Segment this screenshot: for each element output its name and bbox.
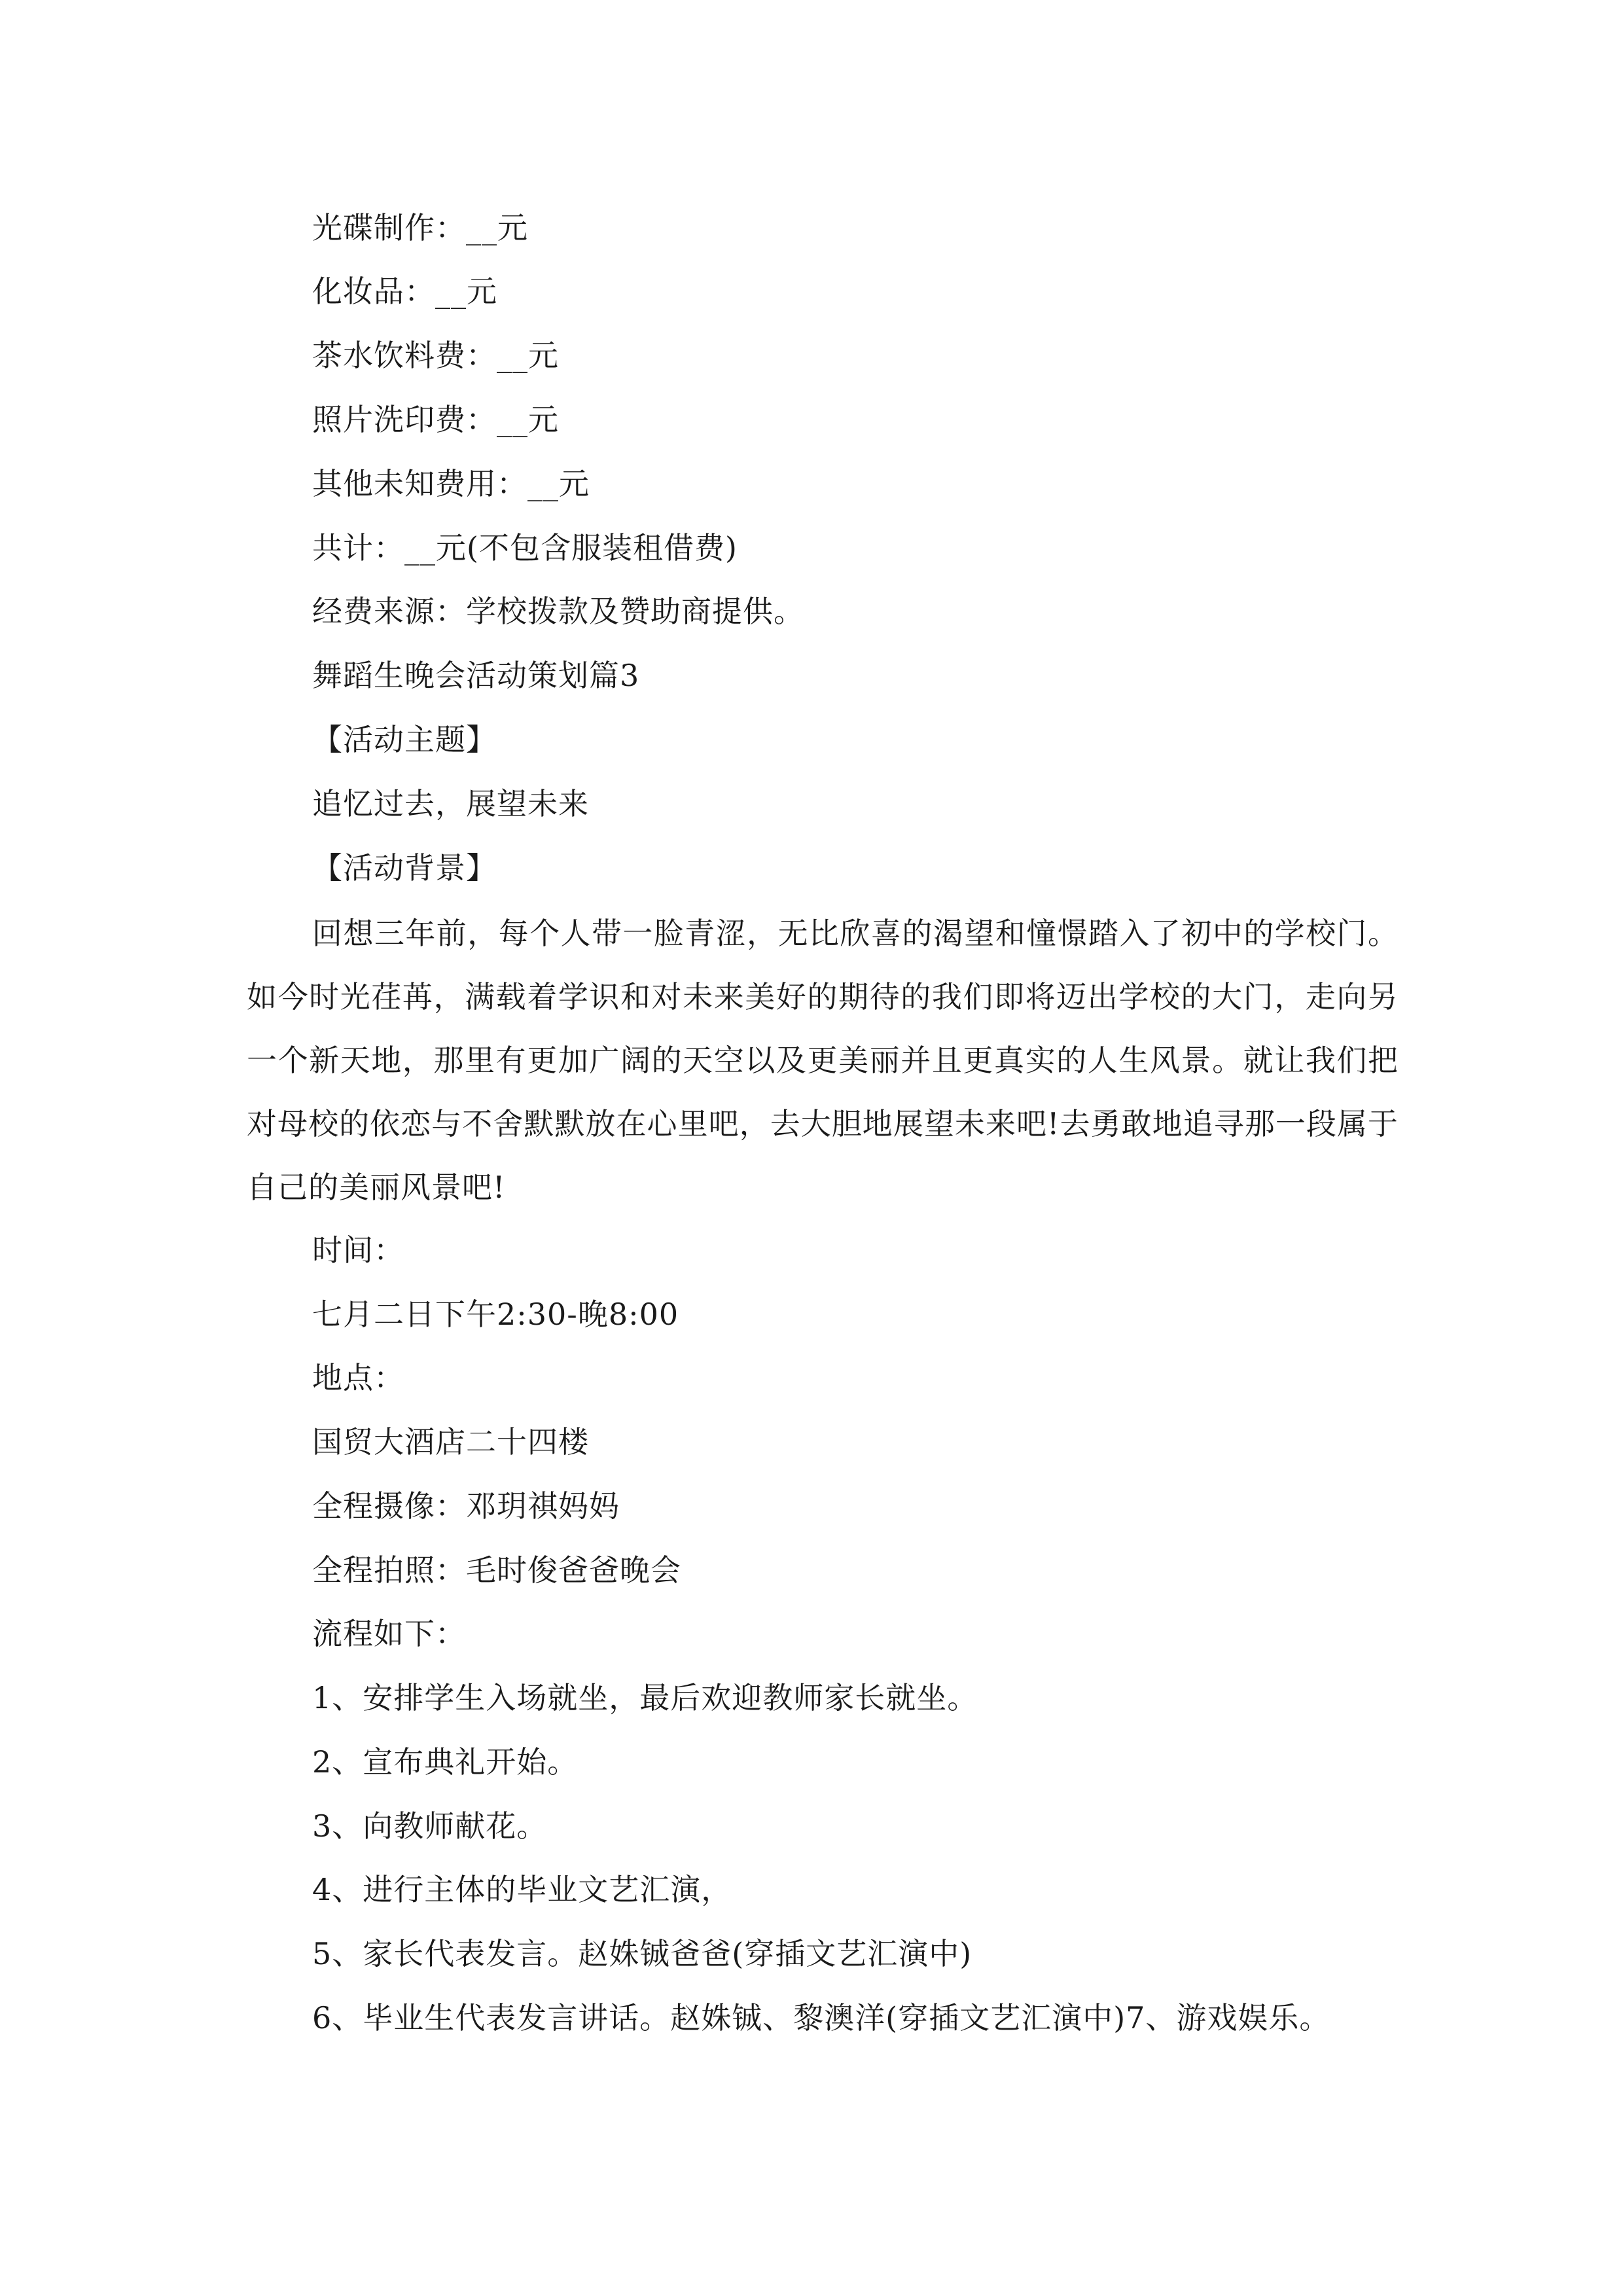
text-line-disc-cost: 光碟制作：__元: [312, 210, 528, 245]
process-step-1: 1、安排学生入场就坐，最后欢迎教师家长就坐。: [312, 1680, 978, 1715]
detail-video: 全程摄像：邓玥祺妈妈: [312, 1488, 620, 1524]
process-heading: 流程如下：: [312, 1616, 466, 1651]
section-title: 舞蹈生晚会活动策划篇3: [312, 658, 640, 693]
theme-heading: 【活动主题】: [312, 722, 497, 757]
detail-photo: 全程拍照：毛时俊爸爸晚会: [312, 1552, 681, 1588]
process-step-3: 3、向教师献花。: [312, 1808, 548, 1844]
background-paragraph: 回想三年前，每个人带一脸青涩，无比欣喜的渴望和憧憬踏入了初中的学校门。如今时光荏苒，满载着学识和对未来美好的期待的我们即将迈出学校的大门，走向另一个新天地，那里有更加广阔的天空以及更美丽并且更真实的人生风景。就让我们把对母校的依恋与不舍默默放在心里吧，去大胆地展望未来吧!去勇敢地追寻那一段属于自己的美丽风景吧!: [247, 916, 1399, 1205]
process-step-5: 5、家长代表发言。赵姝铖爸爸(穿插文艺汇演中): [312, 1936, 972, 1971]
process-step-4: 4、进行主体的毕业文艺汇演，: [312, 1872, 732, 1907]
background-heading: 【活动背景】: [312, 850, 497, 886]
detail-time-value: 七月二日下午2:30-晚8:00: [312, 1297, 679, 1332]
text-line-total-cost: 共计：__元(不包含服装租借费): [312, 530, 738, 565]
text-line-photo-cost: 照片洗印费：__元: [312, 402, 559, 437]
text-line-drinks-cost: 茶水饮料费：__元: [312, 338, 559, 373]
text-line-cosmetics-cost: 化妆品：__元: [312, 274, 497, 309]
text-line-other-cost: 其他未知费用：__元: [312, 466, 590, 501]
process-step-2: 2、宣布典礼开始。: [312, 1744, 579, 1780]
process-step-6-7: 6、毕业生代表发言讲话。赵姝铖、黎澳洋(穿插文艺汇演中)7、游戏娱乐。: [312, 2000, 1330, 2036]
detail-place-value: 国贸大酒店二十四楼: [312, 1424, 589, 1460]
detail-time-label: 时间：: [312, 1232, 404, 1268]
text-line-funding-source: 经费来源：学校拨款及赞助商提供。: [312, 594, 804, 629]
detail-place-label: 地点：: [312, 1360, 404, 1395]
theme-text: 追忆过去，展望未来: [312, 786, 589, 821]
